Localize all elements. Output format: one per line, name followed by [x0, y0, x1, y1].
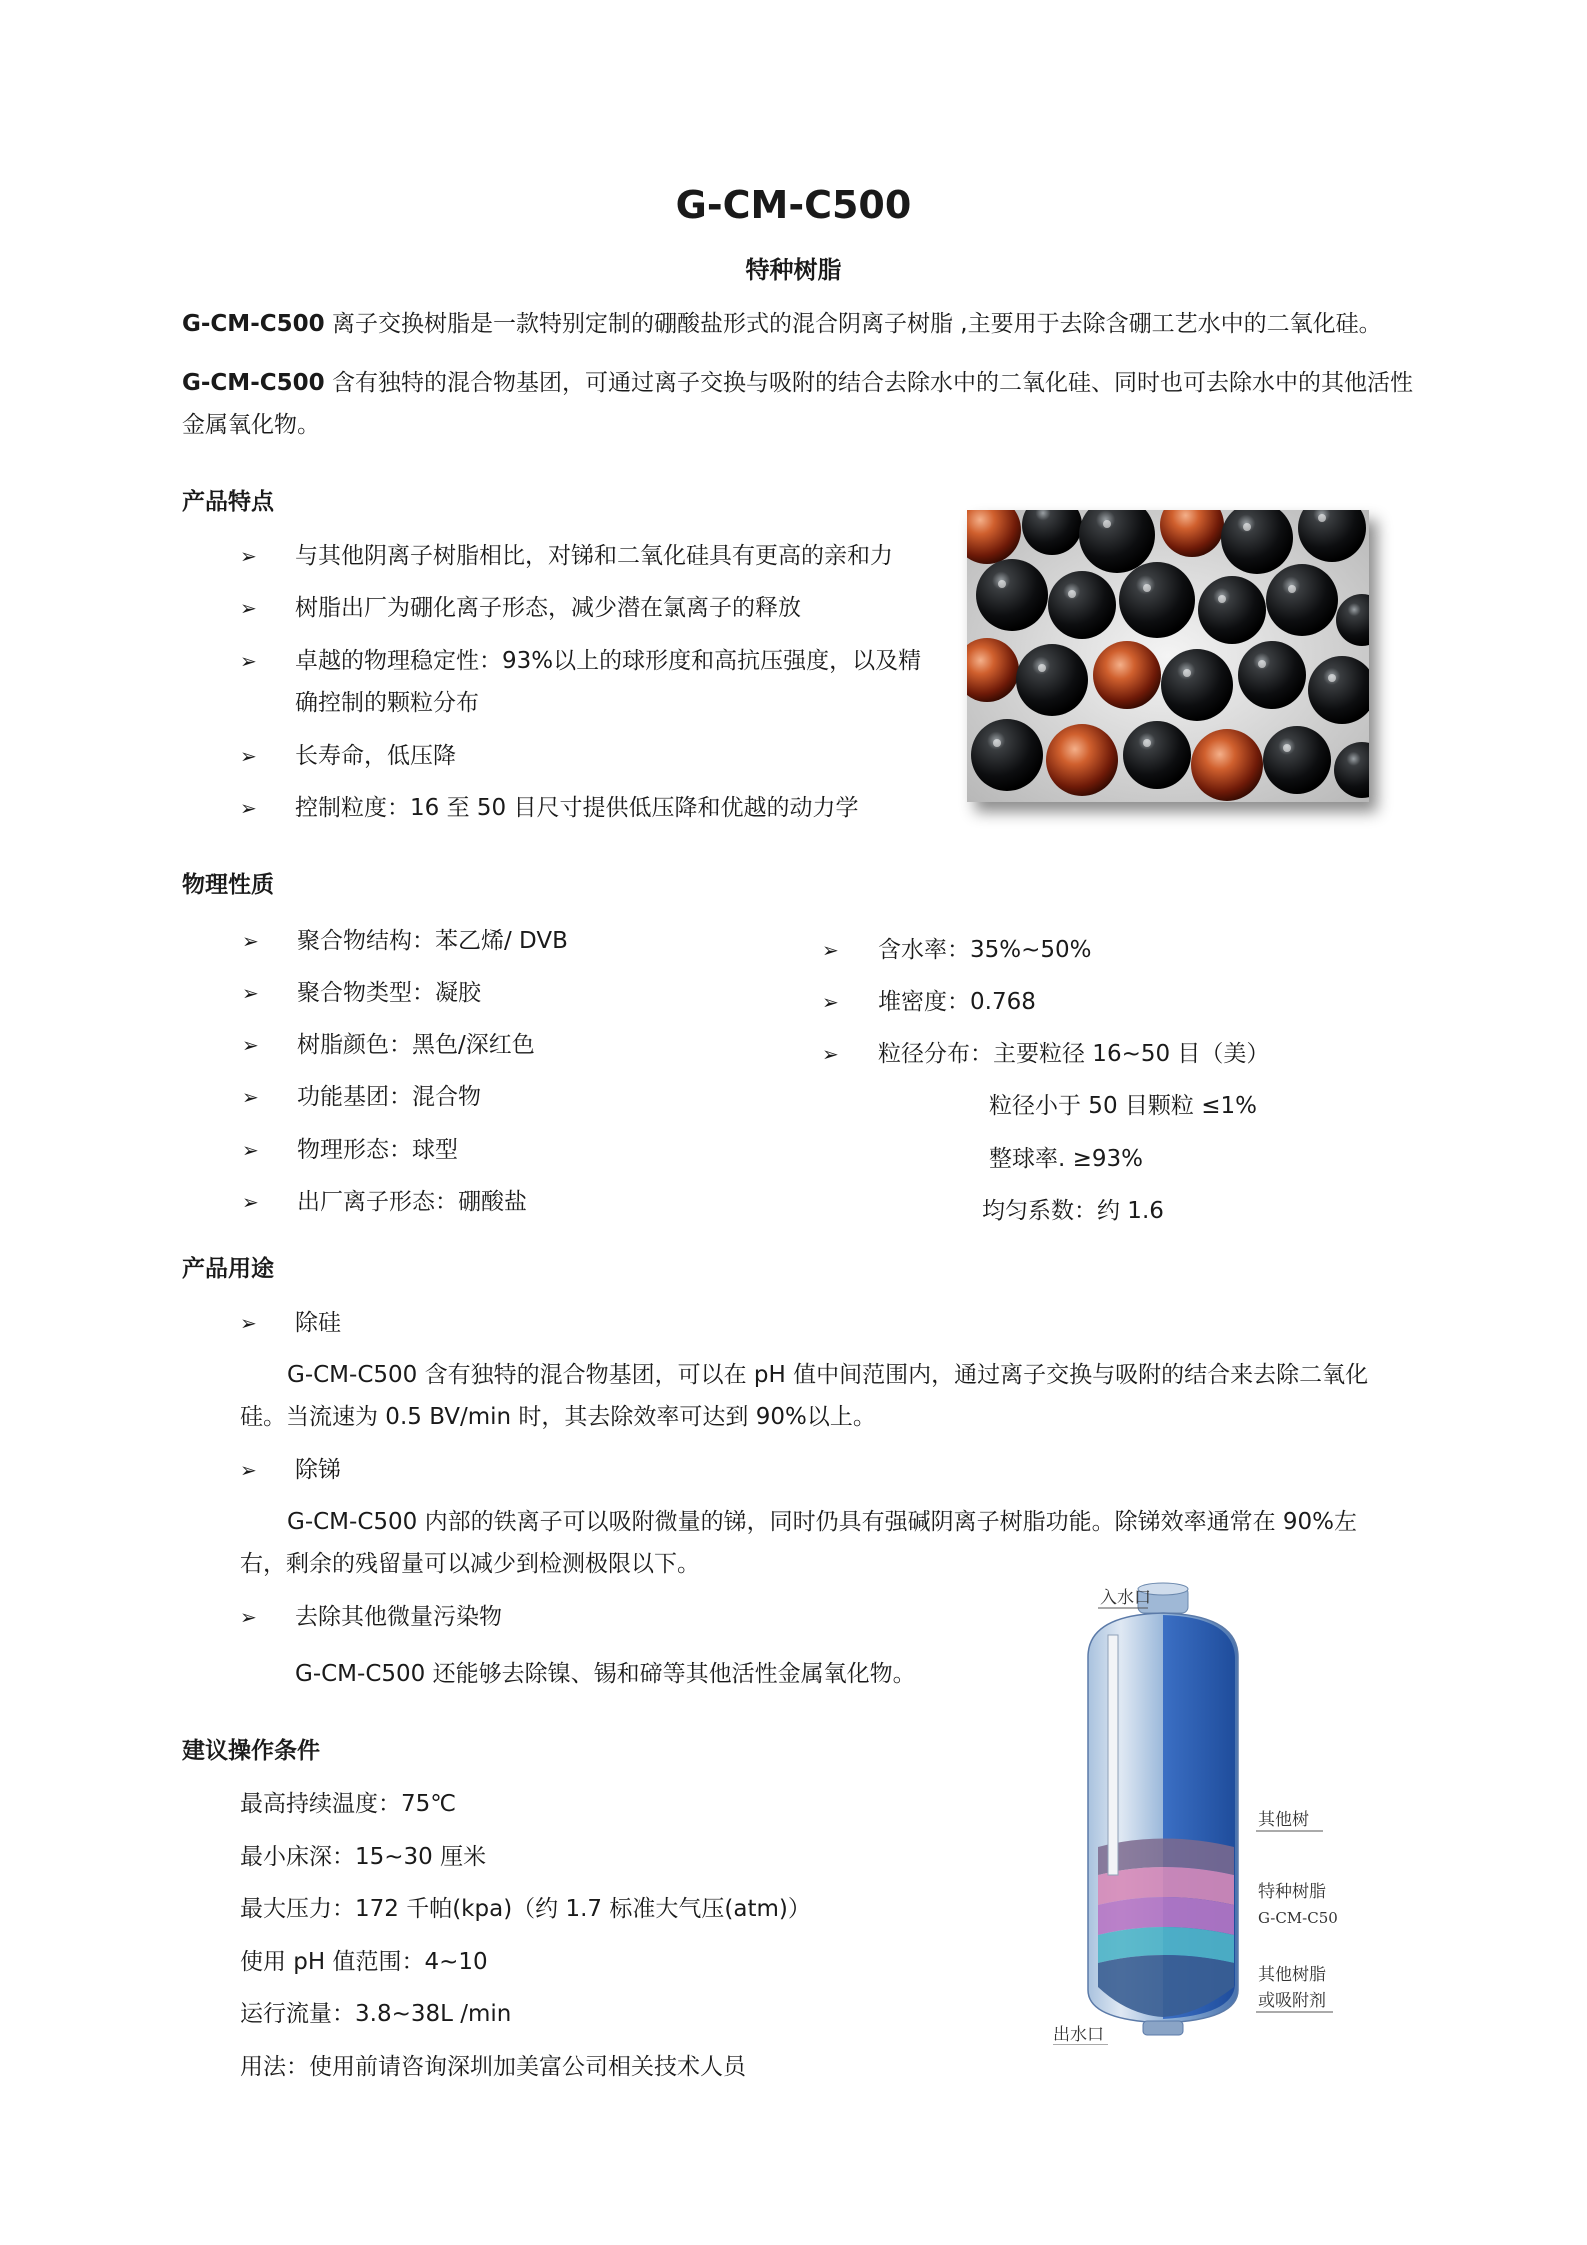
arrow-bullet-icon: ➢: [242, 981, 259, 1005]
resin-beads-photo: [967, 510, 1369, 802]
page-subtitle: 特种树脂: [745, 256, 842, 284]
arrow-bullet-icon: ➢: [240, 744, 257, 768]
layer-label-bottom-2: 或吸附剂: [1258, 1991, 1326, 2011]
layer-label-special-resin: 特种树脂: [1258, 1882, 1326, 1902]
arrow-bullet-icon: ➢: [240, 796, 257, 820]
arrow-bullet-icon: ➢: [240, 596, 257, 620]
page-title: G-CM-C500: [675, 183, 912, 227]
layer-label-bottom-1: 其他树脂: [1258, 1965, 1326, 1985]
arrow-bullet-icon: ➢: [822, 990, 839, 1014]
layer-label-product-code: G-CM-C50: [1258, 1909, 1338, 1927]
feature-item-continuation: 确控制的颗粒分布: [295, 690, 479, 716]
intro-paragraph-2: G-CM-C500 含有独特的混合物基团，可通过离子交换与吸附的结合去除水中的二氧化硅、同时也可去除水中的其他活性金属氧化物。: [182, 370, 1413, 438]
usage-description: G-CM-C500 还能够去除镍、锡和碲等其他活性金属氧化物。: [295, 1661, 916, 1687]
intro-paragraph-1: G-CM-C500 离子交换树脂是一款特别定制的硼酸盐形式的混合阴离子树脂 ,主要用于去除含硼工艺水中的二氧化硅。: [182, 311, 1382, 337]
arrow-bullet-icon: ➢: [822, 938, 839, 962]
usage-description: 右，剩余的残留量可以减少到检测极限以下。: [240, 1551, 700, 1577]
arrow-bullet-icon: ➢: [240, 1458, 257, 1482]
usage-description: 硅。当流速为 0.5 BV/min 时，其去除效率可达到 90%以上。: [240, 1404, 876, 1430]
arrow-bullet-icon: ➢: [242, 1138, 259, 1162]
arrow-bullet-icon: ➢: [240, 1605, 257, 1629]
usage-description: G-CM-C500 含有独特的混合物基团，可以在 pH 值中间范围内，通过离子交换与吸附的结合来去除二氧化: [287, 1362, 1369, 1388]
section-usage-heading: 产品用途: [182, 1256, 274, 1282]
layer-label-top: 其他树: [1258, 1810, 1309, 1830]
arrow-bullet-icon: ➢: [242, 929, 259, 953]
particle-spec: 整球率. ≥93%: [989, 1146, 1144, 1172]
arrow-bullet-icon: ➢: [822, 1042, 839, 1066]
condition-item: 运行流量：3.8~38L /min: [240, 2001, 512, 2027]
resin-vessel-diagram: [1048, 1575, 1358, 2045]
condition-item: 最大压力：172 千帕(kpa)（约 1.7 标准大气压(atm)）: [240, 1896, 811, 1922]
section-conditions-heading: 建议操作条件: [182, 1738, 320, 1764]
condition-item: 用法：使用前请咨询深圳加美富公司相关技术人员: [240, 2054, 746, 2080]
condition-item: 最高持续温度：75℃: [240, 1791, 457, 1817]
section-features-heading: 产品特点: [182, 489, 274, 515]
condition-item: 最小床深：15~30 厘米: [240, 1844, 487, 1870]
arrow-bullet-icon: ➢: [240, 649, 257, 673]
usage-description: G-CM-C500 内部的铁离子可以吸附微量的锑，同时仍具有强碱阴离子树脂功能。除锑效率通常在 90%左: [287, 1509, 1358, 1535]
arrow-bullet-icon: ➢: [240, 1311, 257, 1335]
particle-spec: 均匀系数：约 1.6: [982, 1198, 1164, 1224]
arrow-bullet-icon: ➢: [242, 1033, 259, 1057]
inlet-label: 入水口: [1100, 1588, 1151, 1608]
particle-spec: 粒径小于 50 目颗粒 ≤1%: [989, 1093, 1257, 1119]
condition-item: 使用 pH 值范围：4~10: [240, 1949, 488, 1975]
arrow-bullet-icon: ➢: [242, 1085, 259, 1109]
arrow-bullet-icon: ➢: [242, 1190, 259, 1214]
section-physical-heading: 物理性质: [182, 872, 274, 898]
outlet-label: 出水口: [1053, 2025, 1104, 2045]
arrow-bullet-icon: ➢: [240, 544, 257, 568]
